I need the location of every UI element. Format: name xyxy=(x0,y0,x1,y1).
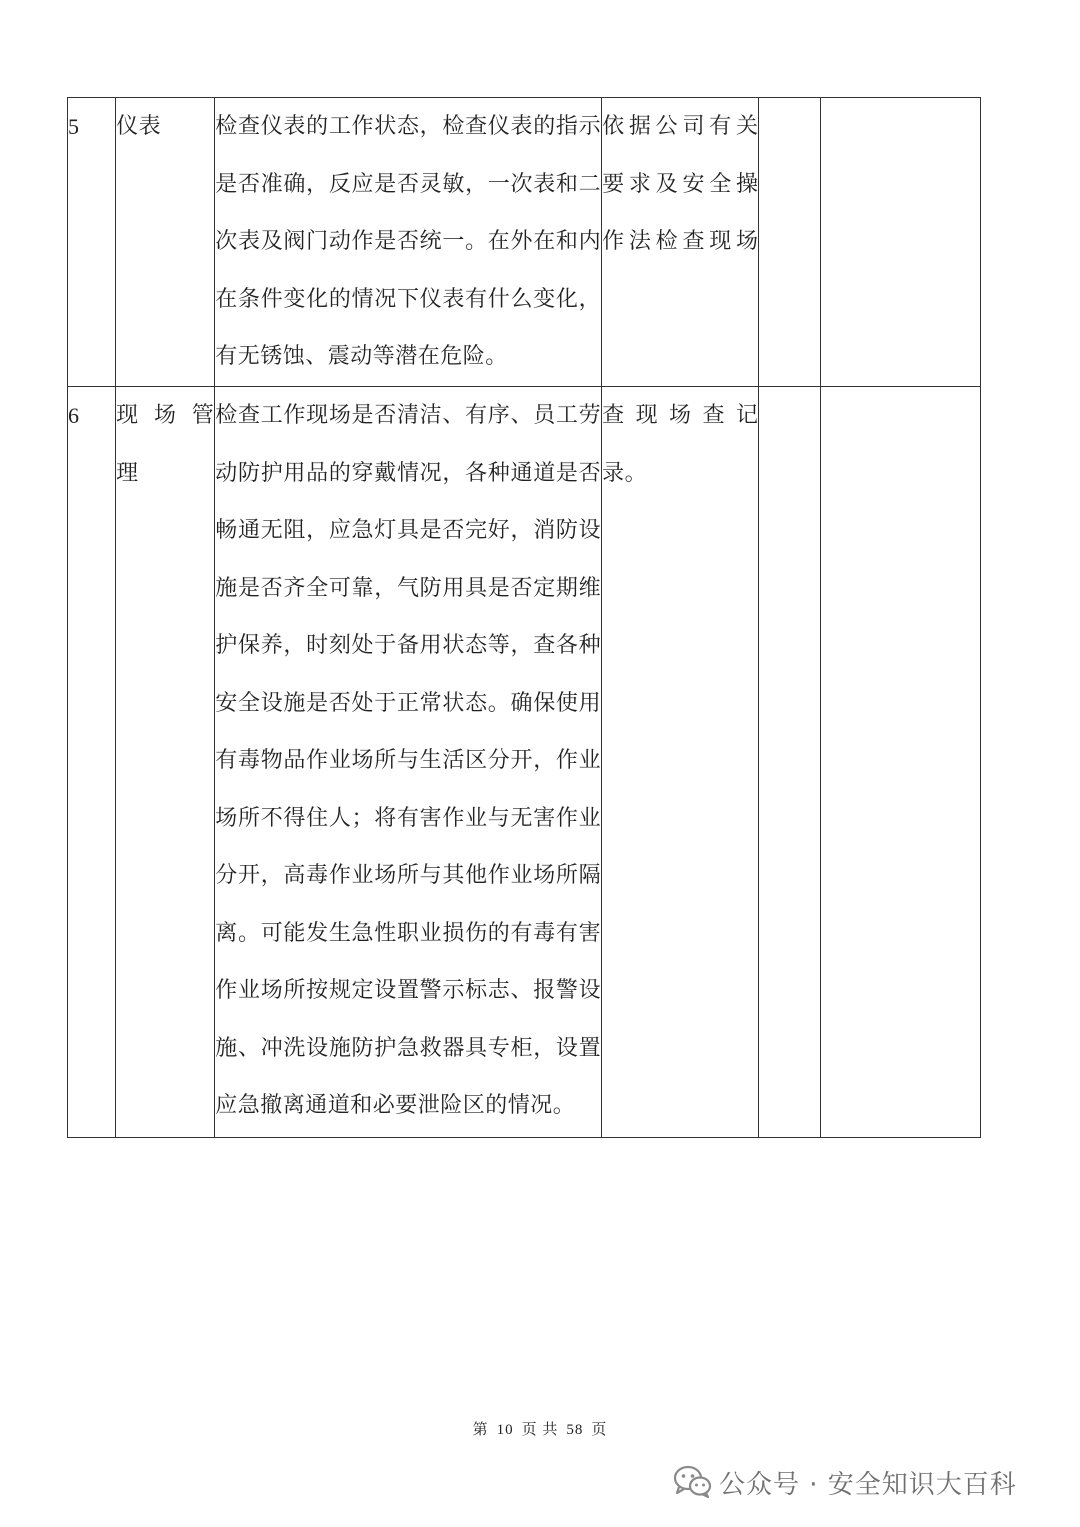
basis-line: 作法检查现场 xyxy=(602,229,759,254)
content-cell xyxy=(215,387,602,1138)
content-line: 作业场所按规定设置警示标志、报警设 xyxy=(215,978,602,1003)
item-label-line: 理 xyxy=(116,460,139,486)
empty-cell xyxy=(759,98,820,387)
footer-mid: 页 共 xyxy=(521,1422,559,1438)
item-cell xyxy=(116,387,215,1138)
content-cell xyxy=(215,98,602,387)
content-line: 护保养，时刻处于备用状态等，查各种 xyxy=(215,633,602,658)
empty-cell xyxy=(820,387,980,1138)
basis-line: 查现场查记 xyxy=(602,403,759,428)
watermark-text: 公众号 · 安全知识大百科 xyxy=(719,1469,1017,1500)
item-label-line: 现场管 xyxy=(116,403,215,428)
content-line: 安全设施是否处于正常状态。确保使用 xyxy=(215,690,602,716)
row-number-cell xyxy=(68,98,116,387)
inspection-table xyxy=(67,97,981,1138)
content-line: 应急撤离通道和必要泄险区的情况。 xyxy=(215,1093,576,1118)
row-number: 5 xyxy=(68,114,80,139)
content-line: 场所不得住人；将有害作业与无害作业 xyxy=(215,805,602,831)
content-line: 检查仪表的工作状态，检查仪表的指示 xyxy=(215,114,602,139)
footer-total-pages: 58 xyxy=(566,1422,584,1438)
table-row xyxy=(68,98,981,387)
content-line: 有无锈蚀、震动等潜在危险。 xyxy=(215,344,508,369)
content-line: 畅通无阻，应急灯具是否完好，消防设 xyxy=(215,518,602,543)
content-line: 有毒物品作业场所与生活区分开，作业 xyxy=(215,748,602,773)
content-line: 在条件变化的情况下仪表有什么变化， xyxy=(215,286,602,312)
empty-cell xyxy=(820,98,980,387)
content-line: 施、冲洗设施防护急救器具专柜，设置 xyxy=(215,1035,602,1061)
basis-cell xyxy=(602,98,759,387)
footer-suffix: 页 xyxy=(591,1422,608,1438)
content-line: 检查工作现场是否清洁、有序、员工劳 xyxy=(215,403,602,428)
watermark xyxy=(673,1462,1017,1502)
wechat-icon xyxy=(673,1465,713,1499)
empty-cell xyxy=(759,387,820,1138)
content-line: 施是否齐全可靠，气防用具是否定期维 xyxy=(215,575,602,601)
table-row xyxy=(68,387,981,1138)
footer-page-number: 10 xyxy=(496,1422,514,1438)
item-cell xyxy=(116,98,215,387)
content-line: 次表及阀门动作是否统一。在外在和内 xyxy=(215,229,602,254)
content-line: 动防护用品的穿戴情况，各种通道是否 xyxy=(215,460,602,486)
content-line: 离。可能发生急性职业损伤的有毒有害 xyxy=(215,920,602,946)
item-label: 仪表 xyxy=(116,114,162,139)
basis-line: 依据公司有关 xyxy=(602,114,759,139)
footer-prefix: 第 xyxy=(472,1422,489,1438)
content-line: 分开，高毒作业场所与其他作业场所隔 xyxy=(215,863,602,888)
basis-line: 录。 xyxy=(602,460,648,486)
content-line: 是否准确，反应是否灵敏，一次表和二 xyxy=(215,171,602,197)
page-footer xyxy=(0,1418,1080,1439)
row-number: 6 xyxy=(68,403,80,428)
row-number-cell xyxy=(68,387,116,1138)
basis-cell xyxy=(602,387,759,1138)
basis-line: 要求及安全操 xyxy=(602,171,759,197)
